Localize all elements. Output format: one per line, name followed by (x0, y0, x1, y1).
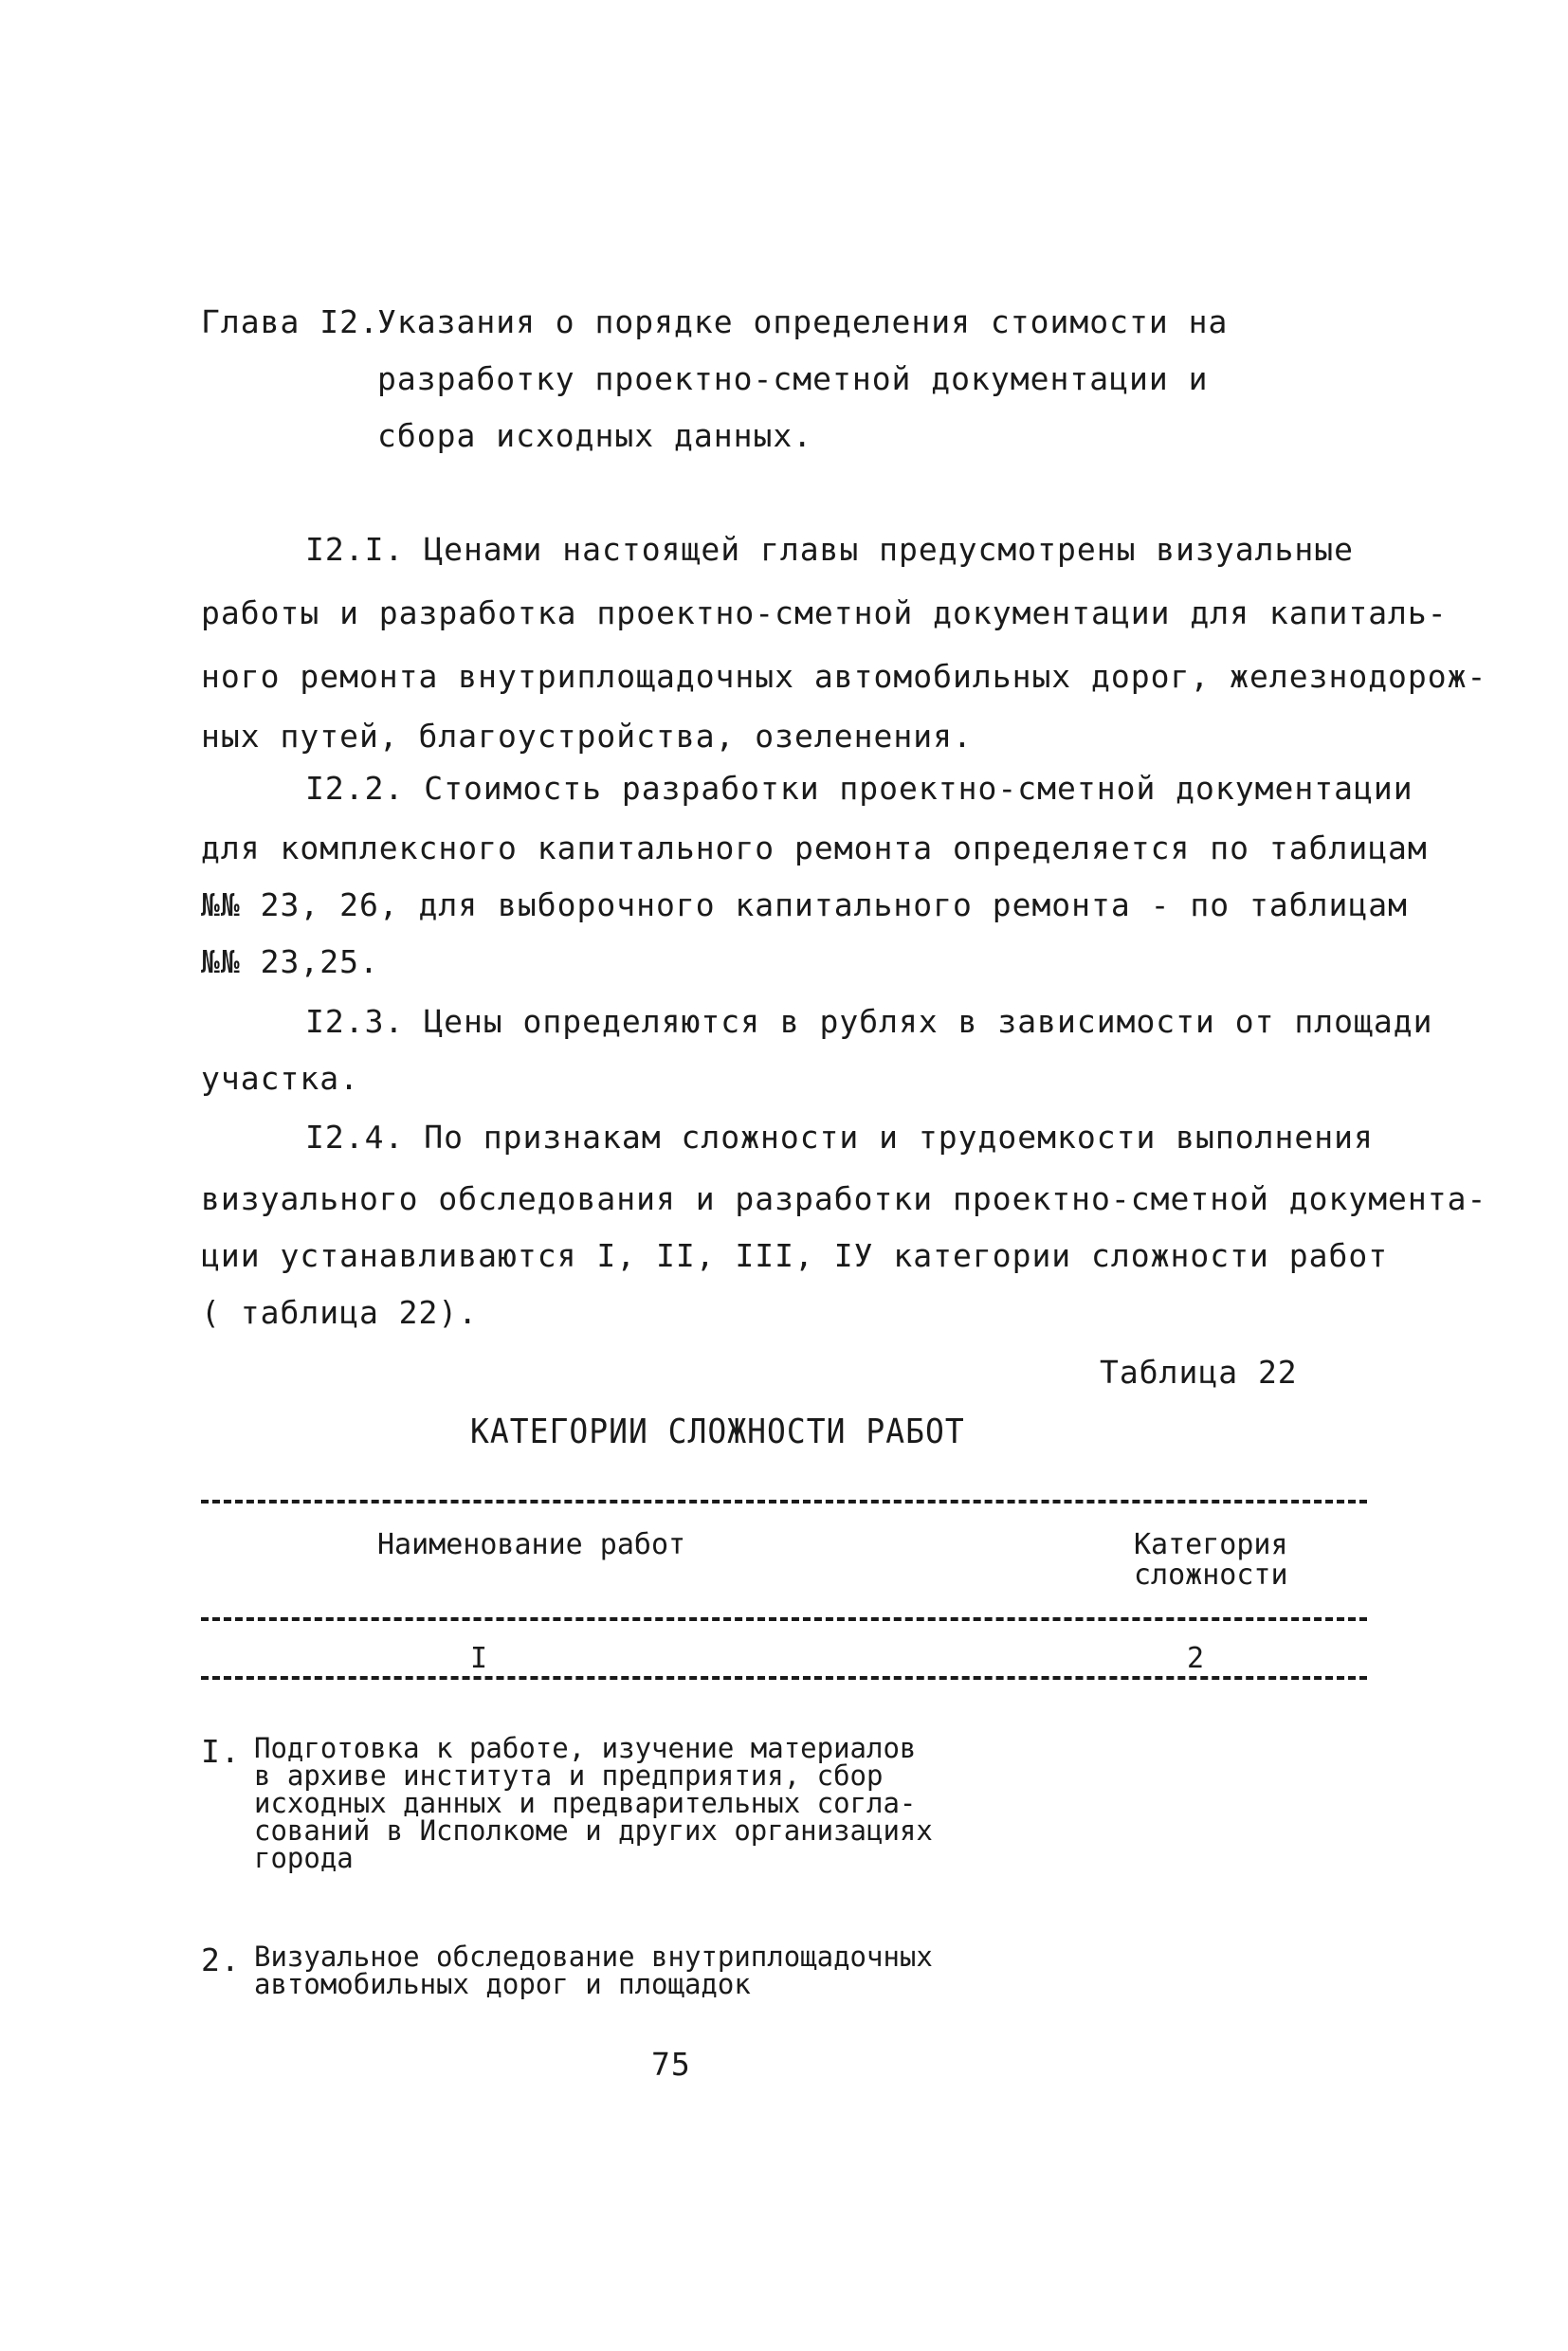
chapter-title-line: Указания о порядке определения стоимости на (377, 303, 1229, 340)
table-header-category: Категория (1134, 1528, 1288, 1561)
row-text-line: Визуальное обследование внутриплощадочных (254, 1941, 933, 1973)
paragraph-line: I2.I. Ценами настоящей главы предусмотрены визуальные (305, 531, 1354, 568)
paragraph-line: для комплексного капитального ремонта определяется по таблицам (201, 829, 1428, 866)
row-text-line: исходных данных и предварительных согла- (254, 1787, 917, 1819)
row-text-line: города (254, 1842, 354, 1874)
table-header-category: сложности (1134, 1558, 1288, 1592)
paragraph-line: I2.2. Стоимость разработки проектно-сметной документации (305, 770, 1413, 807)
paragraph-line: работы и разработка проектно-сметной документации для капиталь- (201, 594, 1448, 631)
table-columns-rule (201, 1676, 1367, 1680)
table-label: Таблица 22 (1100, 1354, 1298, 1391)
paragraph-line: ных путей, благоустройства, озеленения. (201, 718, 973, 755)
row-number: 2. (201, 1941, 241, 1978)
row-text-line: Подготовка к работе, изучение материалов (254, 1732, 917, 1764)
page-number: 75 (651, 2046, 691, 2083)
paragraph-line: №№ 23, 26, для выборочного капитального ремонта - по таблицам (201, 886, 1408, 923)
paragraph-line: ного ремонта внутриплощадочных автомобильных дорог, железнодорож- (201, 658, 1487, 695)
chapter-heading: Глава I2. (201, 303, 379, 340)
table-title: КАТЕГОРИИ СЛОЖНОСТИ РАБОТ (470, 1411, 965, 1451)
paragraph-line: №№ 23,25. (201, 943, 379, 980)
paragraph-line: ции устанавливаются I, II, III, IУ категории сложности работ (201, 1237, 1389, 1274)
chapter-title-line: разработку проектно-сметной документации и (377, 360, 1209, 397)
table-header-name: Наименование работ (377, 1528, 686, 1561)
paragraph-line: участка. (201, 1060, 359, 1097)
row-text-line: в архиве института и предприятия, сбор (254, 1759, 884, 1792)
paragraph-line: I2.3. Цены определяются в рублях в зависимости от площади (305, 1003, 1433, 1040)
row-text-line: автомобильных дорог и площадок (254, 1968, 751, 2000)
row-text-line: сований в Исполкоме и других организациях (254, 1814, 933, 1847)
paragraph-line: ( таблица 22). (201, 1294, 479, 1331)
column-number: I (470, 1642, 488, 1675)
chapter-title-line: сбора исходных данных. (377, 417, 813, 454)
column-number: 2 (1187, 1642, 1205, 1675)
row-number: I. (201, 1733, 241, 1770)
paragraph-line: визуального обследования и разработки проектно-сметной документа- (201, 1180, 1487, 1217)
table-top-rule (201, 1500, 1367, 1504)
paragraph-line: I2.4. По признакам сложности и трудоемкости выполнения (305, 1119, 1374, 1156)
table-header-rule (201, 1617, 1367, 1621)
